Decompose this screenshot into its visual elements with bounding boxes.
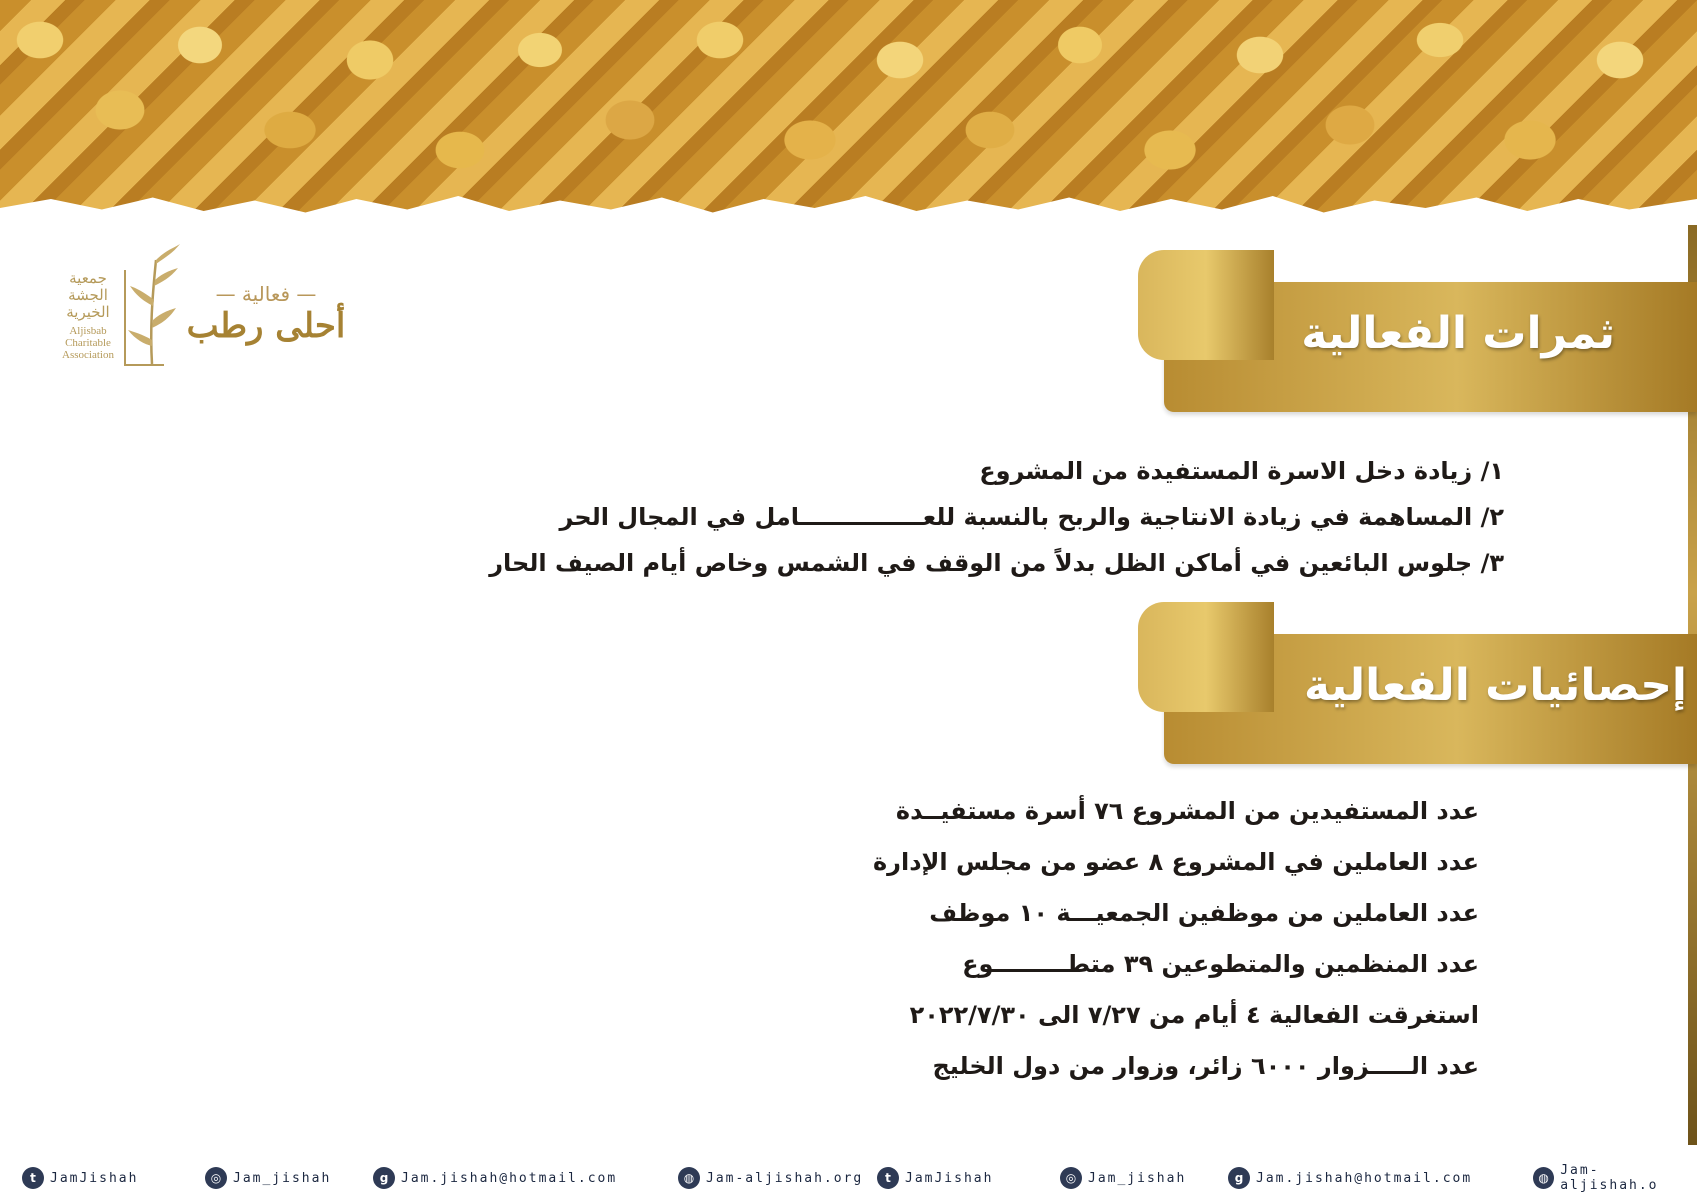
stats-list bbox=[873, 786, 1479, 1092]
contact-email[interactable]: g Jam.jishah@hotmail.com bbox=[373, 1163, 617, 1193]
event-prefix: — فعالية — bbox=[215, 282, 317, 306]
stats-title: إحصائيات الفعالية bbox=[1303, 660, 1687, 711]
contact-website[interactable]: ◍ Jam-aljishah.org bbox=[678, 1163, 863, 1193]
contact-website[interactable]: ◍ Jam-aljishah.o bbox=[1533, 1163, 1693, 1193]
footer-contacts bbox=[0, 1163, 1697, 1193]
list-item: عدد المنظمين والمتطوعين ٣٩ متطـــــــــوع bbox=[962, 950, 1479, 978]
event-logo bbox=[186, 282, 346, 346]
list-item: عدد العاملين في المشروع ٨ عضو من مجلس الإدارة bbox=[873, 848, 1479, 876]
dates-header-image bbox=[0, 0, 1697, 220]
list-item: عدد الـــــزوار ٦٠٠٠ زائر، وزوار من دول الخليج bbox=[932, 1052, 1479, 1080]
list-item: عدد العاملين من موظفين الجمعيـــة ١٠ موظف bbox=[929, 899, 1479, 927]
contact-instagram[interactable]: ◎ Jam_jishah bbox=[205, 1163, 331, 1193]
list-item: استغرقت الفعالية ٤ أيام من ٧/٢٧ الى ٢٠٢٢/٧/٣٠ bbox=[909, 1001, 1479, 1029]
instagram-icon: ◎ bbox=[1060, 1167, 1082, 1189]
web-icon: ◍ bbox=[678, 1167, 700, 1189]
stats-banner bbox=[1138, 602, 1697, 764]
association-name-en: Aljisbab Charitable Association bbox=[62, 325, 114, 361]
list-item: ١/ زيادة دخل الاسرة المستفيدة من المشروع bbox=[979, 457, 1504, 485]
list-item: ٣/ جلوس البائعين في أماكن الظل بدلاً من الوقف في الشمس وخاص أيام الصيف الحار bbox=[489, 549, 1504, 577]
contact-instagram[interactable]: ◎ Jam_jishah bbox=[1060, 1163, 1186, 1193]
instagram-icon: ◎ bbox=[205, 1167, 227, 1189]
logo bbox=[58, 240, 348, 370]
event-name: أحلى رطب bbox=[186, 306, 346, 346]
web-icon: ◍ bbox=[1533, 1167, 1554, 1189]
association-logo-text bbox=[58, 270, 118, 361]
contact-email[interactable]: g Jam.jishah@hotmail.com bbox=[1228, 1163, 1472, 1193]
fruits-list bbox=[489, 448, 1504, 586]
twitter-icon: t bbox=[22, 1167, 44, 1189]
email-icon: g bbox=[1228, 1167, 1250, 1189]
fruits-title: ثمرات الفعالية bbox=[1301, 308, 1615, 359]
fruits-banner bbox=[1138, 250, 1697, 412]
association-name-ar: جمعية الجشة الخيرية bbox=[66, 269, 110, 321]
list-item: عدد المستفيدين من المشروع ٧٦ أسرة مستفيــدة bbox=[895, 797, 1479, 825]
email-icon: g bbox=[373, 1167, 395, 1189]
palm-icon bbox=[122, 240, 182, 370]
list-item: ٢/ المساهمة في زيادة الانتاجية والربح بالنسبة للعـــــــــــــــامل في المجال الحر bbox=[559, 503, 1504, 531]
twitter-icon: t bbox=[877, 1167, 899, 1189]
contact-twitter[interactable]: t JamJishah bbox=[877, 1163, 993, 1193]
contact-twitter[interactable]: t JamJishah bbox=[22, 1163, 138, 1193]
